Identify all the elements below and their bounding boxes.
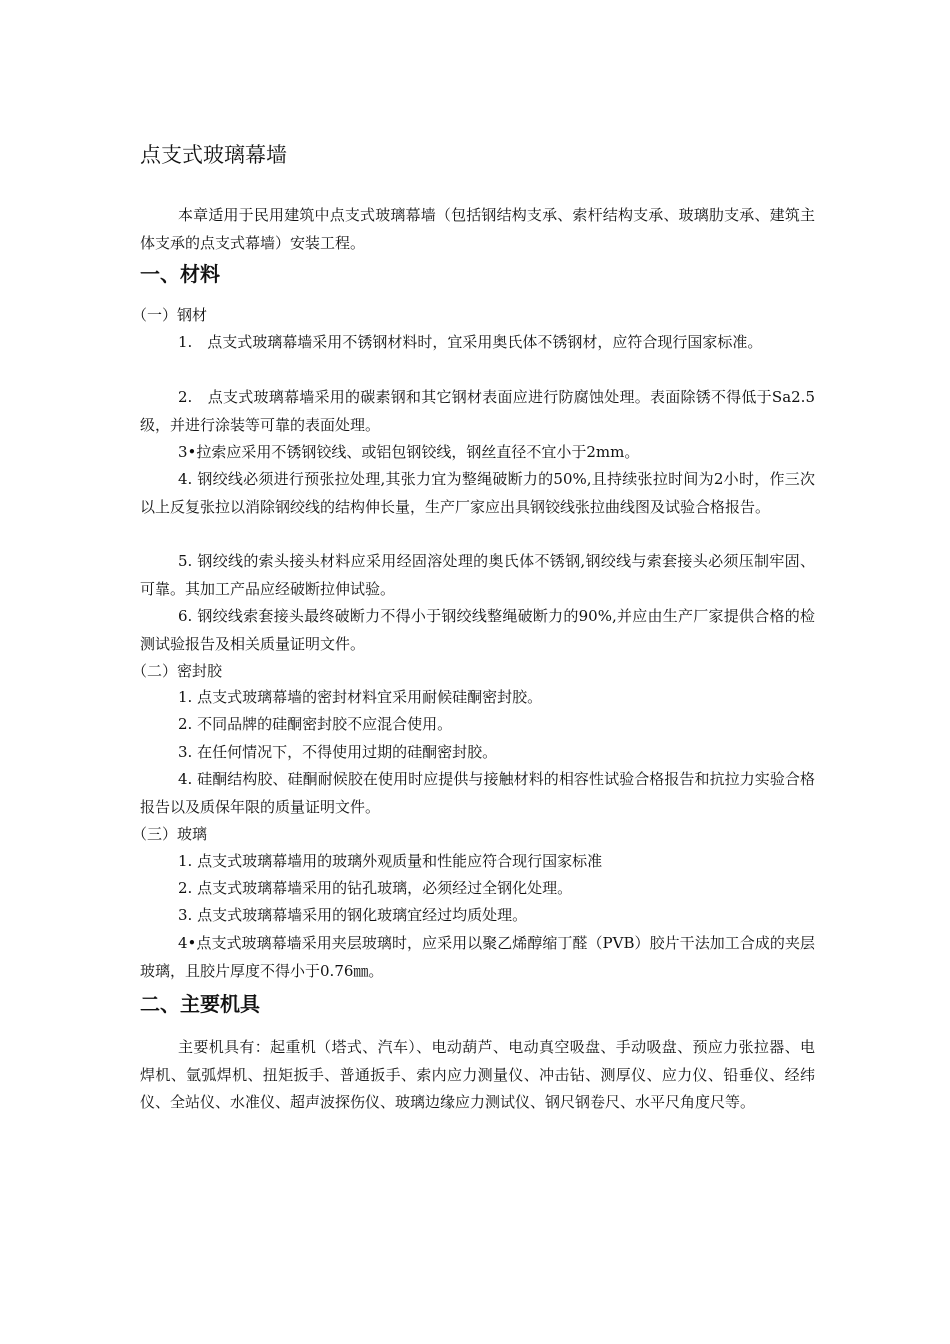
glass-item: 1. 点支式玻璃幕墙用的玻璃外观质量和性能应符合现行国家标准: [178, 852, 603, 870]
steel-item: 1. 点支式玻璃幕墙采用不锈钢材料时，宜采用奥氏体不锈钢材，应符合现行国家标准。: [178, 333, 763, 351]
steel-item: 5. 钢绞线的索头接头材料应采用经固溶处理的奥氏体不锈钢,钢绞线与索套接头必须压制牢固、可靠。其加工产品应经破断拉伸试验。: [140, 552, 815, 598]
section-heading-materials: 一、材料: [140, 262, 220, 286]
glass-item: 4•点支式玻璃幕墙采用夹层玻璃时，应采用以聚乙烯醇缩丁醛（PVB）胶片干法加工合成的夹层玻璃，且胶片厚度不得小于0.76㎜。: [140, 934, 815, 980]
section-heading-tools: 二、主要机具: [140, 992, 260, 1016]
sealant-item: 2. 不同品牌的硅酮密封胶不应混合使用。: [178, 715, 453, 733]
glass-item: 3. 点支式玻璃幕墙采用的钢化玻璃宜经过均质处理。: [178, 906, 528, 924]
document-title: 点支式玻璃幕墙: [140, 143, 287, 167]
sealant-item: 1. 点支式玻璃幕墙的密封材料宜采用耐候硅酮密封胶。: [178, 688, 543, 706]
subsection-label-steel: （一）钢材: [132, 306, 208, 324]
steel-item: 6. 钢绞线索套接头最终破断力不得小于钢绞线整绳破断力的90%,并应由生产厂家提供合格的检测试验报告及相关质量证明文件。: [140, 607, 815, 653]
tools-paragraph: 主要机具有：起重机（塔式、汽车）、电动葫芦、电动真空吸盘、手动吸盘、预应力张拉器、电焊机、氩弧焊机、扭矩扳手、普通扳手、索内应力测量仪、冲击钻、测厚仪、应力仪、铅垂仪、经纬仪、全站仪、水准仪、超声波探伤仪、玻璃边缘应力测试仪、钢尺钢卷尺、水平尺角度尺等。: [140, 1038, 815, 1111]
steel-item: 2. 点支式玻璃幕墙采用的碳素钢和其它钢材表面应进行防腐蚀处理。表面除锈不得低于Sa2.5级，并进行涂装等可靠的表面处理。: [140, 388, 815, 434]
subsection-label-sealant: （二）密封胶: [132, 662, 223, 680]
subsection-label-glass: （三）玻璃: [132, 825, 208, 843]
sealant-item: 4. 硅酮结构胶、硅酮耐候胶在使用时应提供与接触材料的相容性试验合格报告和抗拉力实验合格报告以及质保年限的质量证明文件。: [140, 770, 815, 816]
glass-item: 2. 点支式玻璃幕墙采用的钻孔玻璃，必须经过全钢化处理。: [178, 879, 573, 897]
sealant-item: 3. 在任何情况下，不得使用过期的硅酮密封胶。: [178, 743, 498, 761]
intro-paragraph: 本章适用于民用建筑中点支式玻璃幕墙（包括钢结构支承、索杆结构支承、玻璃肋支承、建筑主体支承的点支式幕墙）安装工程。: [140, 206, 815, 252]
steel-item: 3•拉索应采用不锈钢铰线、或铝包钢铰线，钢丝直径不宜小于2mm。: [178, 443, 640, 461]
steel-item: 4. 钢绞线必须进行预张拉处理,其张力宜为整绳破断力的50%,且持续张拉时间为2小时，作三次以上反复张拉以消除钢绞线的结构伸长量，生产厂家应出具钢铰线张拉曲线图及试验合格报告。: [140, 470, 815, 516]
